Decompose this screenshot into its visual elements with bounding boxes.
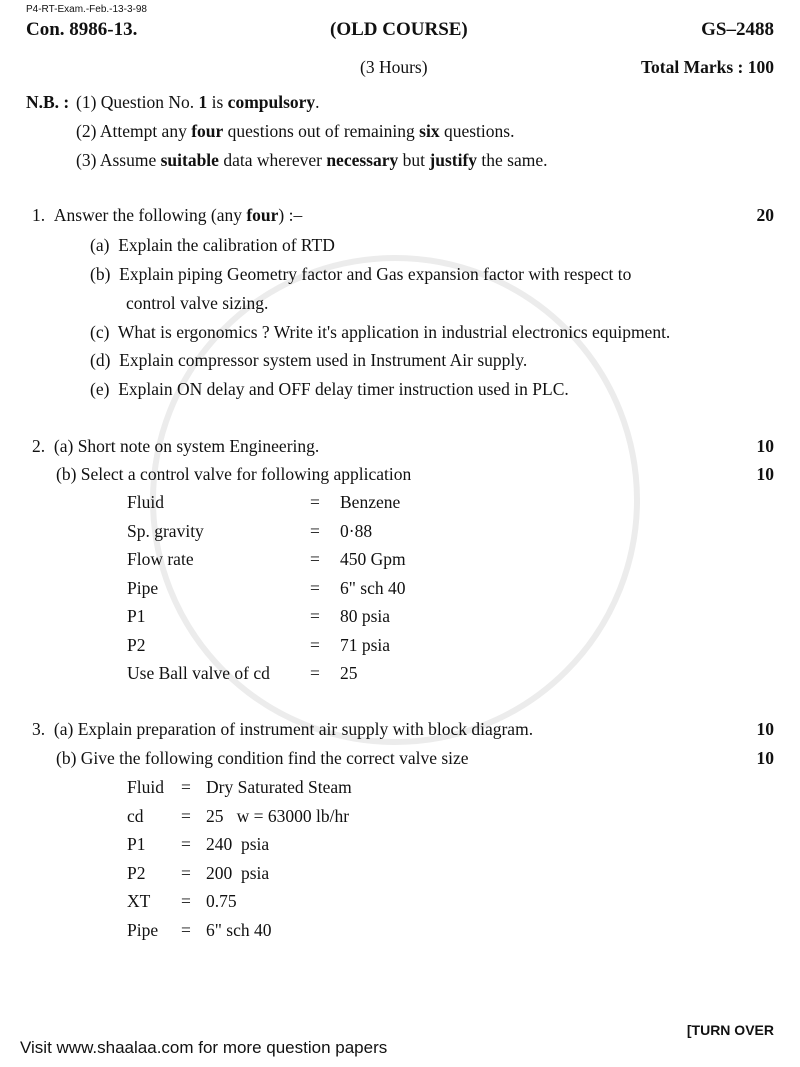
q2-param-name: Pipe <box>127 577 159 598</box>
q2-param-value: Benzene <box>340 492 401 512</box>
paper-number: GS–2488 <box>701 19 774 40</box>
course-label: (OLD COURSE) <box>330 19 468 40</box>
q3-param-value: 6" sch 40 <box>206 920 272 940</box>
q2-param-value: 0·88 <box>340 520 373 541</box>
q3-param-value: 200 psia <box>206 862 270 883</box>
q2-param-equals: = <box>310 606 320 626</box>
q2-param-name: Use Ball valve of cd <box>127 663 270 683</box>
duration: (3 Hours) <box>360 57 428 77</box>
nb-item: (2) Attempt any four questions out of remaining six questions. <box>76 121 515 141</box>
question-2b: (b) Select a control valve for following application <box>56 464 412 484</box>
q3-param-equals: = <box>181 862 191 883</box>
paper-code: P4-RT-Exam.-Feb.-13-3-98 <box>26 4 147 15</box>
con-number: Con. 8986-13. <box>26 19 138 40</box>
q2-param-value: 71 psia <box>340 634 391 655</box>
q2-param-value: 25 <box>340 663 358 683</box>
q2-param-name: P1 <box>127 606 146 626</box>
q3-param-name: XT <box>127 891 151 912</box>
footer-visit: Visit www.shaalaa.com for more question papers <box>20 1038 388 1057</box>
total-marks: Total Marks : 100 <box>640 57 774 77</box>
q3-param-name: Pipe <box>127 920 159 940</box>
q1-part: (c) What is ergonomics ? Write it's application in industrial electronics equipment. <box>90 322 671 342</box>
question-3a: 3. (a) Explain preparation of instrument air supply with block diagram. <box>32 719 534 739</box>
q3-param-equals: = <box>181 777 191 797</box>
q3b-marks: 10 <box>756 748 774 768</box>
nb-item: (1) Question No. 1 is compulsory. <box>76 92 320 112</box>
q3-param-name: cd <box>127 805 144 826</box>
q3-param-value: 240 psia <box>206 834 270 855</box>
q2-param-equals: = <box>310 549 320 569</box>
q1-part: (e) Explain ON delay and OFF delay timer instruction used in PLC. <box>90 379 569 399</box>
q3a-marks: 10 <box>756 719 774 739</box>
question-1: 1. Answer the following (any four) :– <box>32 205 303 225</box>
nb-label: N.B. : <box>26 92 70 112</box>
q3-param-value: Dry Saturated Steam <box>206 777 352 797</box>
q2-param-name: P2 <box>127 634 146 655</box>
q2-param-name: Flow rate <box>127 549 194 569</box>
q2-param-equals: = <box>310 492 320 512</box>
nb-item: (3) Assume suitable data wherever necessary but justify the same. <box>76 150 548 170</box>
q1-part: (b) Explain piping Geometry factor and Gas expansion factor with respect to <box>90 264 632 284</box>
q3-param-equals: = <box>181 805 191 826</box>
question-2a: 2. (a) Short note on system Engineering. <box>32 436 320 456</box>
q3-param-equals: = <box>181 891 191 912</box>
q2-param-equals: = <box>310 663 320 683</box>
q3-param-name: P1 <box>127 834 146 855</box>
q2-param-equals: = <box>310 577 320 598</box>
q3-param-name: P2 <box>127 862 146 883</box>
q3-param-value: 0.75 <box>206 891 237 912</box>
q1-part: (a) Explain the calibration of RTD <box>90 235 335 255</box>
q1-part-cont: control valve sizing. <box>126 293 269 313</box>
q2-param-name: Fluid <box>127 492 164 512</box>
q2-param-equals: = <box>310 520 320 541</box>
q2-param-value: 6" sch 40 <box>340 577 406 598</box>
q2-param-value: 450 Gpm <box>340 549 406 569</box>
q1-marks: 20 <box>756 205 774 225</box>
q2-param-equals: = <box>310 634 320 655</box>
turn-over: [TURN OVER <box>686 1022 774 1038</box>
q2a-marks: 10 <box>756 436 774 456</box>
q2-param-name: Sp. gravity <box>127 520 204 541</box>
q2b-marks: 10 <box>756 464 774 484</box>
q2-param-value: 80 psia <box>340 606 391 626</box>
q3-param-value: 25 w = 63000 lb/hr <box>206 805 350 826</box>
q3-param-equals: = <box>181 834 191 855</box>
question-3b: (b) Give the following condition find the correct valve size <box>56 748 469 768</box>
q1-part: (d) Explain compressor system used in Instrument Air supply. <box>90 350 528 370</box>
q3-param-equals: = <box>181 920 191 940</box>
q3-param-name: Fluid <box>127 777 164 797</box>
